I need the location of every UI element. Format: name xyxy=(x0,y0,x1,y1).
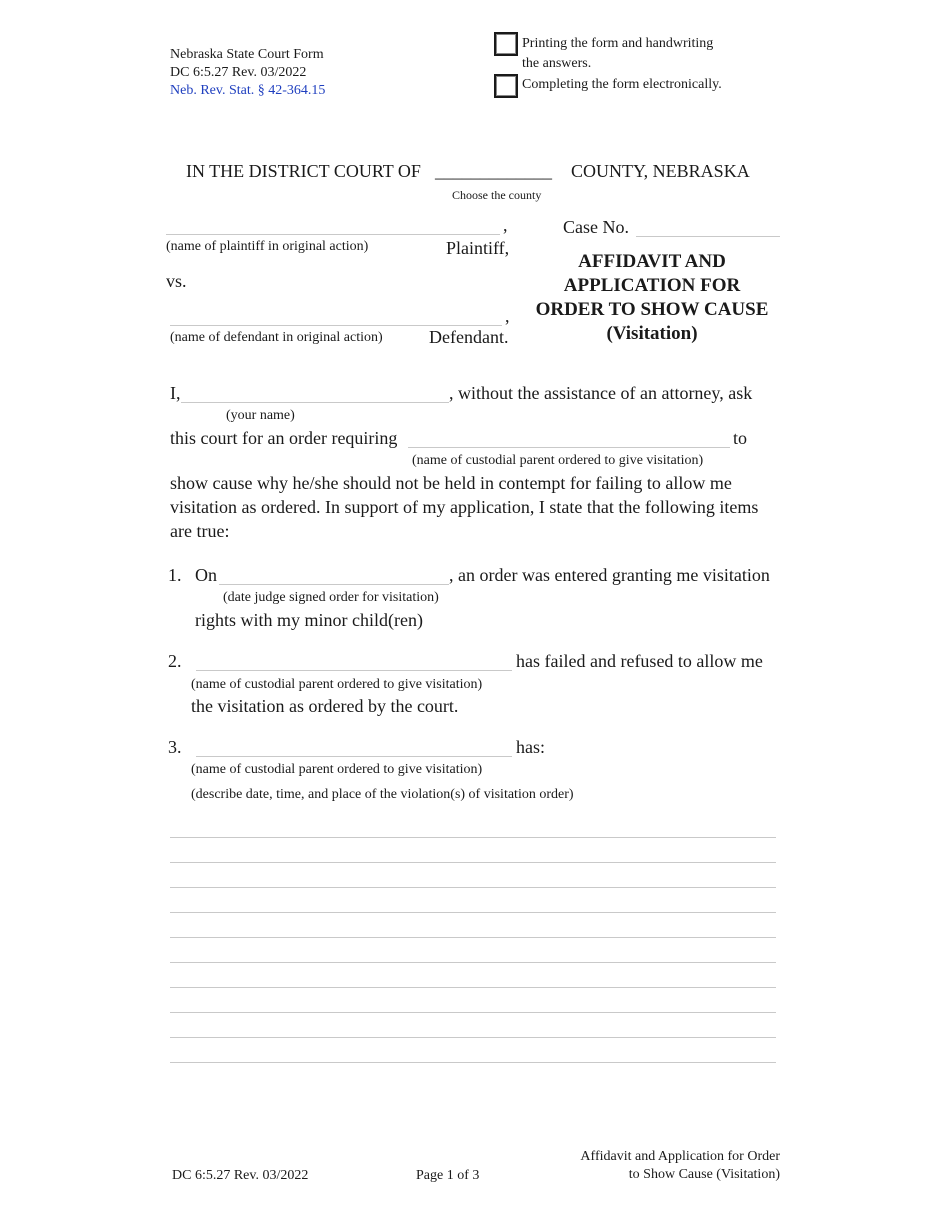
intro-to: to xyxy=(733,428,748,448)
intro-after-name: , without the assistance of an attorney, ask xyxy=(449,383,753,403)
plaintiff-label: Plaintiff, xyxy=(446,238,510,258)
custodial-parent-hint: (name of custodial parent ordered to give visitation) xyxy=(412,453,704,468)
item-1-number: 1. xyxy=(168,565,182,585)
your-name-field[interactable] xyxy=(181,382,449,403)
plaintiff-hint: (name of plaintiff in original action) xyxy=(166,239,369,254)
intro-paragraph-1: show cause why he/she should not be held in contempt for failing to allow me xyxy=(170,473,732,493)
item-2-as-ordered: the visitation as ordered by the court. xyxy=(191,696,459,716)
item-1-rights: rights with my minor child(ren) xyxy=(195,610,423,630)
footer-form-code: DC 6:5.27 Rev. 03/2022 xyxy=(172,1168,309,1183)
item-2-number: 2. xyxy=(168,651,182,671)
order-date-field[interactable] xyxy=(219,564,449,585)
footer-page-number: Page 1 of 3 xyxy=(416,1168,480,1183)
intro-requiring: this court for an order requiring xyxy=(170,428,398,448)
description-line xyxy=(170,962,776,963)
description-line xyxy=(170,837,776,838)
description-line xyxy=(170,1012,776,1013)
intro-paragraph-3: are true: xyxy=(170,521,230,541)
footer-title-line-1: Affidavit and Application for Order xyxy=(580,1149,780,1164)
form-title xyxy=(524,250,780,346)
description-line xyxy=(170,862,776,863)
defendant-name-field[interactable] xyxy=(170,305,502,326)
item-2-failed: has failed and refused to allow me xyxy=(516,651,763,671)
handwrite-label-2: the answers. xyxy=(522,56,592,71)
electronic-checkbox[interactable] xyxy=(494,74,518,98)
defendant-comma: , xyxy=(505,306,510,326)
title-line-4: (Visitation) xyxy=(606,323,698,344)
custodial-parent-field[interactable] xyxy=(408,427,730,448)
footer-title-line-2: to Show Cause (Visitation) xyxy=(628,1167,780,1182)
description-line xyxy=(170,887,776,888)
case-number-field[interactable] xyxy=(636,216,780,237)
form-code: DC 6:5.27 Rev. 03/2022 xyxy=(170,65,307,80)
defendant-hint: (name of defendant in original action) xyxy=(170,330,383,345)
item-3-number: 3. xyxy=(168,737,182,757)
court-suffix: COUNTY, NEBRASKA xyxy=(571,161,750,181)
statute-link[interactable]: Neb. Rev. Stat. § 42-364.15 xyxy=(170,83,326,98)
intro-paragraph-2: visitation as ordered. In support of my application, I state that the following items xyxy=(170,497,759,517)
order-date-hint: (date judge signed order for visitation) xyxy=(223,590,439,605)
intro-i: I, xyxy=(170,383,181,403)
your-name-hint: (your name) xyxy=(226,408,295,423)
defendant-label: Defendant. xyxy=(429,327,509,347)
violation-describe-hint: (describe date, time, and place of the violation(s) of visitation order) xyxy=(191,787,574,802)
form-name: Nebraska State Court Form xyxy=(170,47,324,62)
plaintiff-name-field[interactable] xyxy=(166,214,500,235)
title-line-1: AFFIDAVIT AND xyxy=(578,251,726,272)
description-line xyxy=(170,937,776,938)
footer-title xyxy=(520,1148,780,1184)
court-prefix: IN THE DISTRICT COURT OF xyxy=(186,161,421,181)
handwrite-checkbox[interactable] xyxy=(494,32,518,56)
title-line-3: ORDER TO SHOW CAUSE xyxy=(535,299,769,320)
description-line xyxy=(170,912,776,913)
county-select[interactable]: _____________ xyxy=(435,161,552,181)
description-line xyxy=(170,1037,776,1038)
case-no-label: Case No. xyxy=(563,217,629,237)
item-1-on: On xyxy=(195,565,217,585)
electronic-label: Completing the form electronically. xyxy=(522,77,722,92)
item-1-after-date: , an order was entered granting me visitation xyxy=(449,565,770,585)
item-3-hint: (name of custodial parent ordered to give visitation) xyxy=(191,762,483,777)
item-3-has: has: xyxy=(516,737,545,757)
description-line xyxy=(170,987,776,988)
item-2-custodial-field[interactable] xyxy=(196,650,512,671)
handwrite-label-1: Printing the form and handwriting xyxy=(522,36,714,51)
plaintiff-comma: , xyxy=(503,215,508,235)
versus-label: vs. xyxy=(166,271,187,291)
description-line xyxy=(170,1062,776,1063)
item-2-hint: (name of custodial parent ordered to give visitation) xyxy=(191,677,483,692)
item-3-custodial-field[interactable] xyxy=(196,736,512,757)
title-line-2: APPLICATION FOR xyxy=(563,275,741,296)
county-hint: Choose the county xyxy=(452,188,542,202)
